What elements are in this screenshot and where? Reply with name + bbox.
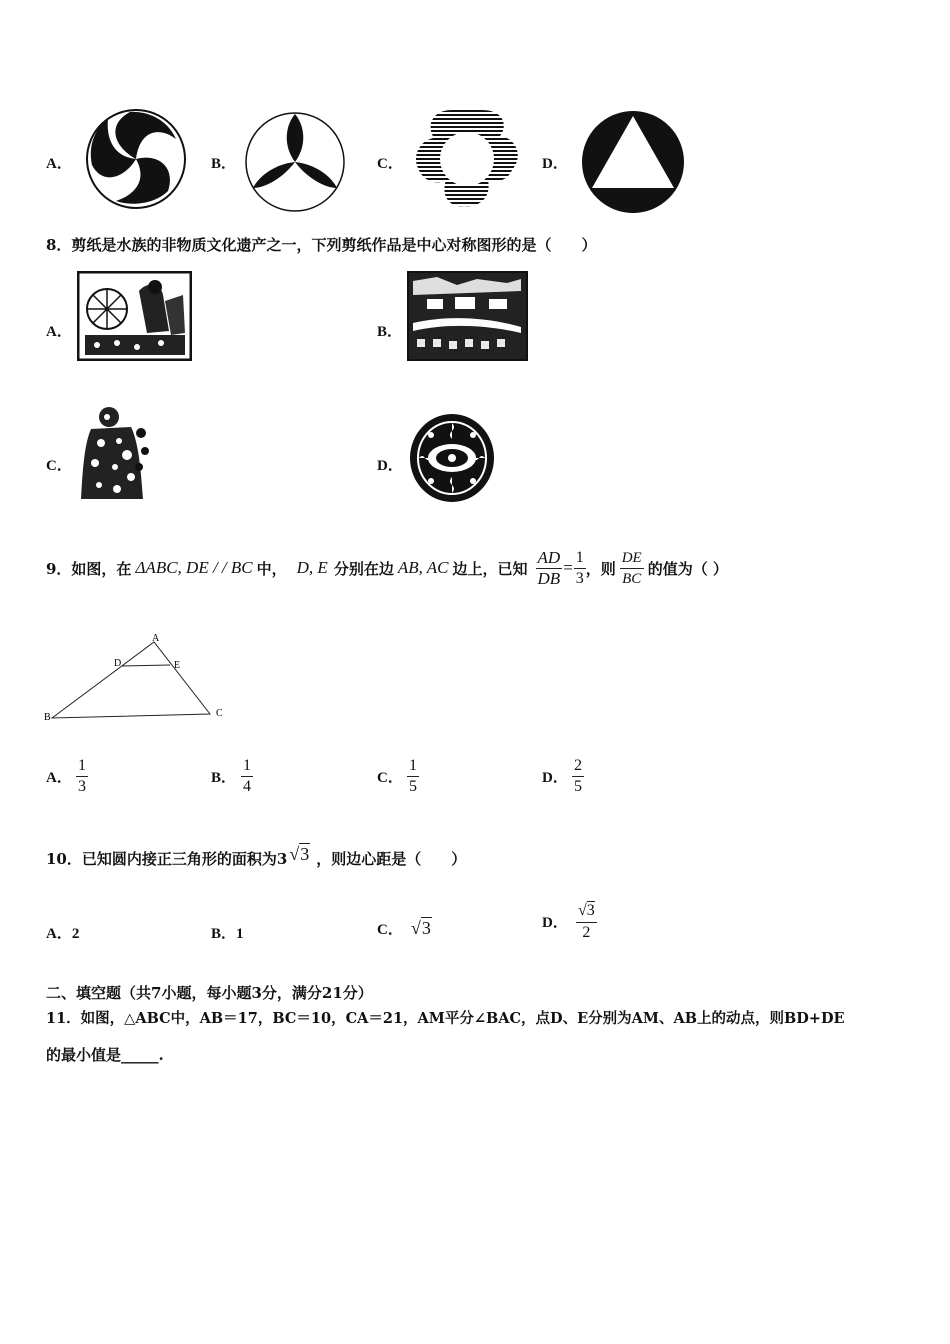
q10-option-b: B．1 bbox=[211, 926, 244, 942]
papercut-spinning-wheel-image bbox=[77, 271, 192, 361]
q10-option-a: A．2 bbox=[46, 926, 80, 942]
q8-option-b-label: B． bbox=[377, 324, 403, 340]
q10-sqrt: √3 bbox=[289, 843, 310, 864]
answer-blank[interactable]: _____ bbox=[121, 1046, 159, 1064]
q7-option-d-label: D． bbox=[542, 156, 568, 172]
tomoe-figure bbox=[84, 107, 188, 211]
q9-option-b-fraction: $\frac{1}{4}$ bbox=[243, 757, 251, 795]
q9-options bbox=[46, 756, 746, 802]
papercut-village-image bbox=[407, 271, 528, 361]
q9-text bbox=[46, 536, 728, 600]
q11-line2 bbox=[46, 1044, 164, 1065]
label-b: B bbox=[44, 712, 51, 723]
q8-option-a-label: A． bbox=[46, 324, 72, 340]
q9-option-c-fraction: $\frac{1}{5}$ bbox=[409, 757, 417, 795]
q9-option-a-fraction: $\frac{1}{3}$ bbox=[78, 757, 86, 795]
q10-suffix: ，则边心距是（ ） bbox=[316, 849, 467, 868]
q10-prefix: 10．已知圆内接正三角形的面积为3 bbox=[46, 849, 288, 868]
label-d: D bbox=[114, 658, 122, 669]
q9-option-c: C． $\frac{1}{5}$ bbox=[377, 757, 417, 795]
q9-asked-fraction: $\frac{DE}{BC}$ bbox=[621, 549, 642, 587]
q9-math-points: D, E bbox=[296, 558, 328, 577]
q8-text: 8．剪纸是水族的非物质文化遗产之一，下列剪纸作品是中心对称图形的是（ ） bbox=[46, 236, 597, 254]
circle-triangle-figure bbox=[581, 110, 685, 214]
q9-math-triangle: ΔABC, DE / / BC bbox=[135, 558, 253, 577]
q9-option-d-fraction: $\frac{2}{5}$ bbox=[574, 757, 582, 795]
q9-mid4: ，则 bbox=[585, 559, 616, 578]
q10-option-c: C． √3 bbox=[377, 918, 431, 938]
label-e: E bbox=[174, 660, 181, 671]
q9-suffix: 的值为（ ） bbox=[647, 559, 728, 578]
q10-option-d: D． $\frac{√3}{2}$ bbox=[542, 902, 595, 941]
papercut-round-pattern-image bbox=[409, 413, 495, 503]
q9-mid1: 中， bbox=[256, 559, 287, 578]
q11-line1: 11．如图，△ABC中，AB＝17，BC＝10，CA＝21，AM平分∠BAC，点D、E分别为AM、AB上的动点，则BD+DE bbox=[46, 1010, 845, 1027]
q9-given-value: $\frac{1}{3}$ bbox=[575, 548, 584, 587]
papercut-figure-image bbox=[75, 403, 149, 503]
q9-mid2: 分别在边 bbox=[333, 559, 394, 578]
three-petal-figure bbox=[243, 110, 347, 214]
striped-flower-figure bbox=[412, 106, 522, 210]
q8-option-c-label: C． bbox=[46, 458, 72, 474]
q9-prefix: 9．如图，在 bbox=[46, 559, 132, 578]
q9-option-a: A． $\frac{1}{3}$ bbox=[46, 757, 86, 795]
q7-option-a-label: A． bbox=[46, 156, 72, 172]
q10-text bbox=[46, 842, 466, 874]
q9-option-d: D． $\frac{2}{5}$ bbox=[542, 757, 582, 795]
q10-option-d-fraction: $\frac{√3}{2}$ bbox=[578, 902, 595, 941]
label-a: A bbox=[152, 633, 160, 644]
q9-given-fraction: $\frac{AD}{DB}$ bbox=[537, 547, 561, 588]
q9-equals: = bbox=[562, 558, 574, 577]
q7-option-b-label: B． bbox=[211, 156, 237, 172]
section-heading: 二、填空题（共7小题，每小题3分，满分21分） bbox=[46, 984, 373, 1002]
q7-option-c-label: C． bbox=[377, 156, 403, 172]
label-c: C bbox=[216, 708, 223, 719]
q11-line2-text: 的最小值是 bbox=[46, 1046, 122, 1064]
q8-option-d-label: D． bbox=[377, 458, 403, 474]
q9-math-sides: AB, AC bbox=[397, 558, 449, 577]
q11-end: . bbox=[158, 1046, 164, 1064]
triangle-diagram bbox=[40, 630, 240, 725]
q9-option-b: B． $\frac{1}{4}$ bbox=[211, 757, 251, 795]
q9-mid3: 边上，已知 bbox=[452, 559, 528, 578]
q10-option-c-sqrt: √3 bbox=[411, 918, 431, 938]
q10-options bbox=[46, 900, 746, 950]
